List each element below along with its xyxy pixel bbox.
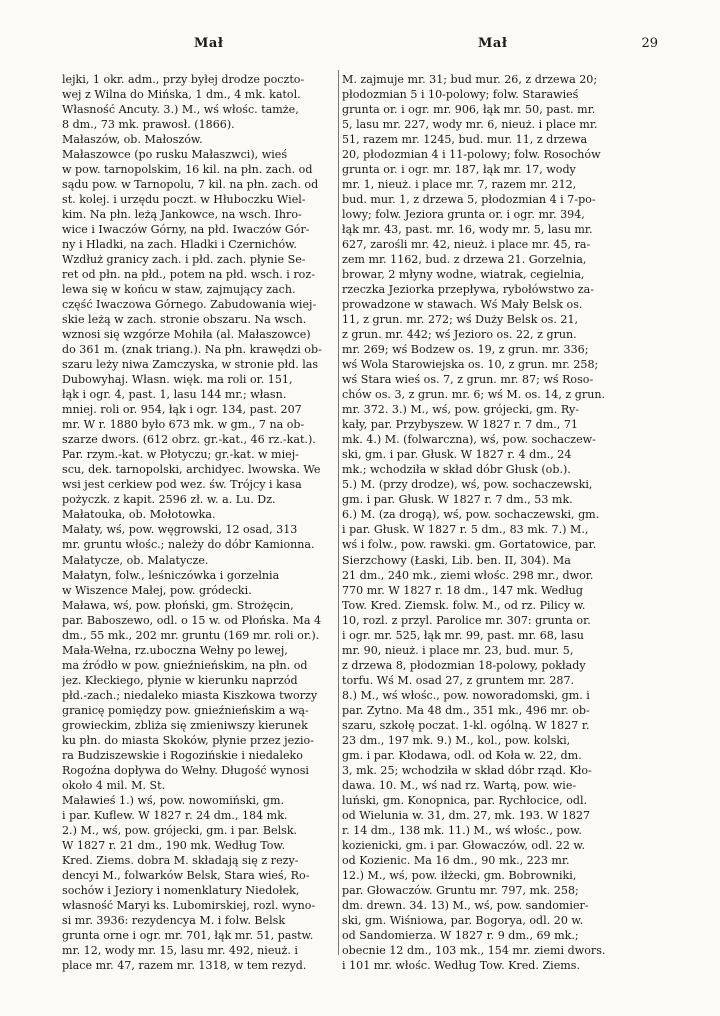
text-line: i ogr. mr. 525, łąk mr. 99, past. mr. 68, lasu [342,628,584,642]
text-line: Małaty, wś, pow. węgrowski, 12 osad, 313 [62,523,298,537]
text-line: 2.) M., wś, pow. grójecki, gm. i par. Belsk. [62,823,298,837]
text-line: mr. 1, nieuż. i place mr. 7, razem mr. 212, [342,178,577,192]
text-line: część Iwaczowa Górnego. Zabudowania wiej- [62,298,317,312]
text-line: mk. 4.) M. (folwarczna), wś, pow. sochaczew- [342,433,596,447]
text-line: granicę pomiędzy pow. gnieźnieńskim a wą- [62,703,309,717]
text-line: prowadzone w stawach. Wś Mały Belsk os. [342,298,583,312]
text-line: około 4 mil. M. St. [62,778,166,792]
text-line: Małaszów, ob. Małoszów. [62,133,203,147]
text-line: sochów i Jeziory i nomenklatury Niedołek, [62,883,300,897]
text-line: Par. rzym.-kat. w Płotyczu; gr.-kat. w miej- [62,448,299,462]
left-column [62,72,334,973]
text-line: od Wielunia w. 31, dm. 27, mk. 193. W 1827 [342,808,591,822]
text-line: obecnie 12 dm., 103 mk., 154 mr. ziemi dwors. [342,943,606,957]
text-line: własność Maryi ks. Lubomirskiej, rozl. wyno- [62,898,316,912]
text-line: wsi jest cerkiew pod wez. św. Trójcy i kasa [62,478,302,492]
page-header [58,36,658,56]
text-line: grunta or. i ogr. mr. 187, łąk mr. 17, wody [342,163,576,177]
text-line: Własność Ancuty. 3.) M., wś włośc. tamże, [62,103,299,117]
text-line: Małatyn, folw., leśniczówka i gorzelnia [62,568,280,582]
text-line: wznosi się wzgórze Mohiła (al. Małaszowce) [62,328,311,342]
text-line: par. Baboszewo, odl. o 15 w. od Płońska. Ma 4 [62,613,322,627]
right-running-head: Mał [478,36,508,51]
text-line: 770 mr. W 1827 r. 18 dm., 147 mk. Według [342,583,584,597]
text-line: i par. Głusk. W 1827 r. 5 dm., 83 mk. 7.) M., [342,523,589,537]
text-line: M. zajmuje mr. 31; bud mur. 26, z drzewa 20; [342,73,598,86]
text-line: 23 dm., 197 mk. 9.) M., kol., pow. kolski, [342,733,571,747]
text-line: z drzewa 8, płodozmian 18-polowy, pokłady [342,658,586,672]
text-line: luński, gm. Konopnica, par. Rychłocice, odl. [342,793,588,807]
text-line: płodozmian 5 i 10-polowy; folw. Starawieś [342,88,579,102]
text-line: do 361 m. (znak triang.). Na płn. krawędzi ob- [62,343,322,357]
text-line: mr. gruntu włośc.; należy do dóbr Kamionna. [62,538,315,552]
text-line: lowy; folw. Jeziora grunta or. i ogr. mr. 394, [342,208,585,222]
column-divider [338,70,339,955]
text-line: mr. 90, nieuż. i place mr. 23, bud. mur. 5, [342,643,574,657]
text-line: wice i Iwaczów Górny, na płd. Iwaczów Gór- [62,223,310,237]
text-line: st. kolej. i urzędu poczt. w Hłuboczku Wiel- [62,193,306,207]
text-line: ra Budziszewskie i Rogozińskie i niedaleko [62,748,303,762]
text-line: 5.) M. (przy drodze), wś, pow. sochaczewski, [342,478,593,492]
text-line: płd.-zach.; niedaleko miasta Kiszkowa tworzy [62,688,318,702]
text-line: zem mr. 1162, bud. z drzewa 21. Gorzelnia, [342,253,587,267]
text-line: z grun. mr. 442; wś Jezioro os. 22, z grun. [342,328,577,342]
text-line: pożyczk. z kapit. 2596 zł. w. a. Lu. Dz. [62,493,276,507]
text-line: Tow. Kred. Ziemsk. folw. M., od rz. Pilicy w. [342,598,586,612]
text-line: w Wiszence Małej, pow. gródecki. [62,583,252,597]
text-line: dawa. 10. M., wś nad rz. Wartą, pow. wie- [342,778,577,792]
text-line: Małatouka, ob. Mołotowka. [62,508,216,522]
text-line: ski, gm. i par. Głusk. W 1827 r. 4 dm., 24 [342,448,572,462]
text-line: par. Głowaczów. Gruntu mr. 797, mk. 258; [342,883,579,897]
text-line: wś i folw., pow. rawski. gm. Gortatowice, par. [342,538,597,552]
text-line: dm. drewn. 34. 13) M., wś, pow. sandomier- [342,898,589,912]
text-line: ma źródło w pow. gnieźnieńskim, na płn. od [62,658,308,672]
text-line: 8 dm., 73 mk. prawosł. (1866). [62,118,235,132]
text-line: lewa się w końcu w staw, zajmujący zach. [62,283,296,297]
text-line: szarze dwors. (612 obrz. gr.-kat., 46 rz.-kat.). [62,433,316,447]
text-line: si mr. 3936: rezydencya M. i folw. Belsk [62,913,286,927]
text-line: dencyi M., folwarków Belsk, Stara wieś, Ro- [62,868,310,882]
text-line: gm. i par. Głusk. W 1827 r. 7 dm., 53 mk. [342,493,573,507]
text-line: 8.) M., wś włośc., pow. noworadomski, gm. i [342,688,590,702]
text-line: bud. mur. 1, z drzewa 5, płodozmian 4 i 7-po- [342,193,596,207]
text-line: gm. i par. Kłodawa, odl. od Koła w. 22, dm. [342,748,582,762]
left-running-head: Mał [194,36,224,51]
text-line: place mr. 47, razem mr. 1318, w tem rezyd. [62,958,307,972]
text-line: lejki, 1 okr. adm., przy byłej drodze poczto- [62,73,305,86]
text-line: 5, lasu mr. 227, wody mr. 6, nieuż. i place mr. [342,118,598,132]
text-line: mniej. roli or. 954, łąk i ogr. 134, past. 207 [62,403,302,417]
text-line: 627, zarośli mr. 42, nieuż. i place mr. 45, ra- [342,238,591,252]
text-line: par. Zytno. Ma 48 dm., 351 mk., 496 mr. ob- [342,703,590,717]
text-line: kozienicki, gm. i par. Głowaczów, odl. 22 w. [342,838,586,852]
text-line: Maławieś 1.) wś, pow. nowomiński, gm. [62,793,285,807]
text-line: 12.) M., wś, pow. iłżecki, gm. Bobrowniki, [342,868,577,882]
text-line: w pow. tarnopolskim, 16 kil. na płn. zach. od [62,163,313,177]
text-line: rzeczka Jeziorka przepływa, rybołówstwo za- [342,283,595,297]
text-line: łąk i ogr. 4, past. 1, lasu 144 mr.; własn. [62,388,287,402]
text-line: od Kozienic. Ma 16 dm., 90 mk., 223 mr. [342,853,570,867]
text-line: 10, rozl. z przyl. Parolice mr. 307: grunta or. [342,613,591,627]
text-line: chów os. 3, z grun. mr. 6; wś M. os. 14, z grun. [342,388,606,402]
text-line: i par. Kuflew. W 1827 r. 24 dm., 184 mk. [62,808,288,822]
text-line: Maława, wś, pow. płoński, gm. Strożęcin, [62,598,294,612]
text-line: 20, płodozmian 4 i 11-polowy; folw. Rosochów [342,148,601,162]
text-line: szaru leży niwa Zamczyska, w stronie płd. las [62,358,319,372]
text-line: od Sandomierza. W 1827 r. 9 dm., 69 mk.; [342,928,579,942]
text-line: Małaszowce (po rusku Małaszwci), wieś [62,148,288,162]
text-line: ku płn. do miasta Skoków, płynie przez jezio- [62,733,314,747]
text-line: jez. Kłeckiego, płynie w kierunku naprzód [62,673,298,687]
text-line: W 1827 r. 21 dm., 190 mk. Według Tow. [62,838,286,852]
text-line: torfu. Wś M. osad 27, z gruntem mr. 287. [342,673,575,687]
text-line: skie leżą w zach. stronie obszaru. Na wsch. [62,313,307,327]
text-line: ret od płn. na płd., potem na płd. wsch. i roz- [62,268,315,282]
text-line: Sierzchowy (Łaski, Lib. ben. II, 304). Ma [342,553,571,567]
text-line: Małatycze, ob. Malatycze. [62,553,209,567]
text-line: grunta orne i ogr. mr. 701, łąk mr. 51, pastw. [62,928,314,942]
text-line: mr. W r. 1880 było 673 mk. w gm., 7 na ob- [62,418,305,432]
text-line: wś Stara wieś os. 7, z grun. mr. 87; wś Roso- [342,373,594,387]
text-line: mk.; wchodziła w skład dóbr Głusk (ob.). [342,463,571,477]
text-line: 51, razem mr. 1245, bud. mur. 11, z drzewa [342,133,588,147]
text-line: Rogoźna dopływa do Wełny. Długość wynosi [62,763,309,777]
text-line: Wzdłuż granicy zach. i płd. zach. płynie Se- [62,253,306,267]
text-line: kały, par. Przybyszew. W 1827 r. 7 dm., 71 [342,418,578,432]
right-column [342,72,624,973]
text-line: browar, 2 młyny wodne, wiatrak, cegielnia, [342,268,585,282]
text-line: wej z Wilna do Mińska, 1 dm., 4 mk. katol. [62,88,301,102]
text-line: Kred. Ziems. dobra M. składają się z rezy- [62,853,299,867]
text-line: ny i Hladki, na zach. Hladki i Czernichów. [62,238,297,252]
text-line: sądu pow. w Tarnopolu, 7 kil. na płn. zach. od [62,178,319,192]
page-number: 29 [641,36,658,51]
text-line: 3, mk. 25; wchodziła w skład dóbr rząd. Kło- [342,763,592,777]
text-line: wś Wola Starowiejska os. 10, z grun. mr. 258; [342,358,599,372]
text-line: szaru, szkołę poczat. 1-kl. ogólną. W 1827 r. [342,718,590,732]
text-line: scu, dek. tarnopolski, archidyec. lwowska. We [62,463,321,477]
text-line: 21 dm., 240 mk., ziemi włośc. 298 mr., dwor. [342,568,594,582]
text-line: 11, z grun. mr. 272; wś Duży Belsk os. 21, [342,313,579,327]
text-line: mr. 372. 3.) M., wś, pow. grójecki, gm. Ry- [342,403,579,417]
text-line: dm., 55 mk., 202 mr. gruntu (169 mr. roli or.). [62,628,320,642]
text-line: i 101 mr. włośc. Według Tow. Kred. Ziems. [342,958,581,972]
text-line: mr. 269; wś Bodzew os. 19, z grun. mr. 336; [342,343,589,357]
text-line: 6.) M. (za drogą), wś, pow. sochaczewski, gm. [342,508,600,522]
text-line: kim. Na płn. leżą Jankowce, na wsch. Ihro- [62,208,302,222]
text-line: growieckim, zbliża się zmieniwszy kierunek [62,718,308,732]
text-line: łąk mr. 43, past. mr. 16, wody mr. 5, lasu mr. [342,223,593,237]
text-line: mr. 12, wody mr. 15, lasu mr. 492, nieuż. i [62,943,298,957]
text-line: r. 14 dm., 138 mk. 11.) M., wś włośc., pow. [342,823,582,837]
book-page [58,0,658,1016]
text-line: ski, gm. Wiśniowa, par. Bogorya, odl. 20 w. [342,913,584,927]
text-line: Dubowyhaj. Własn. więk. ma roli or. 151, [62,373,293,387]
text-line: Mała-Wełna, rz.uboczna Wełny po lewej, [62,643,288,657]
text-line: grunta or. i ogr. mr. 906, łąk mr. 50, past. mr. [342,103,596,117]
